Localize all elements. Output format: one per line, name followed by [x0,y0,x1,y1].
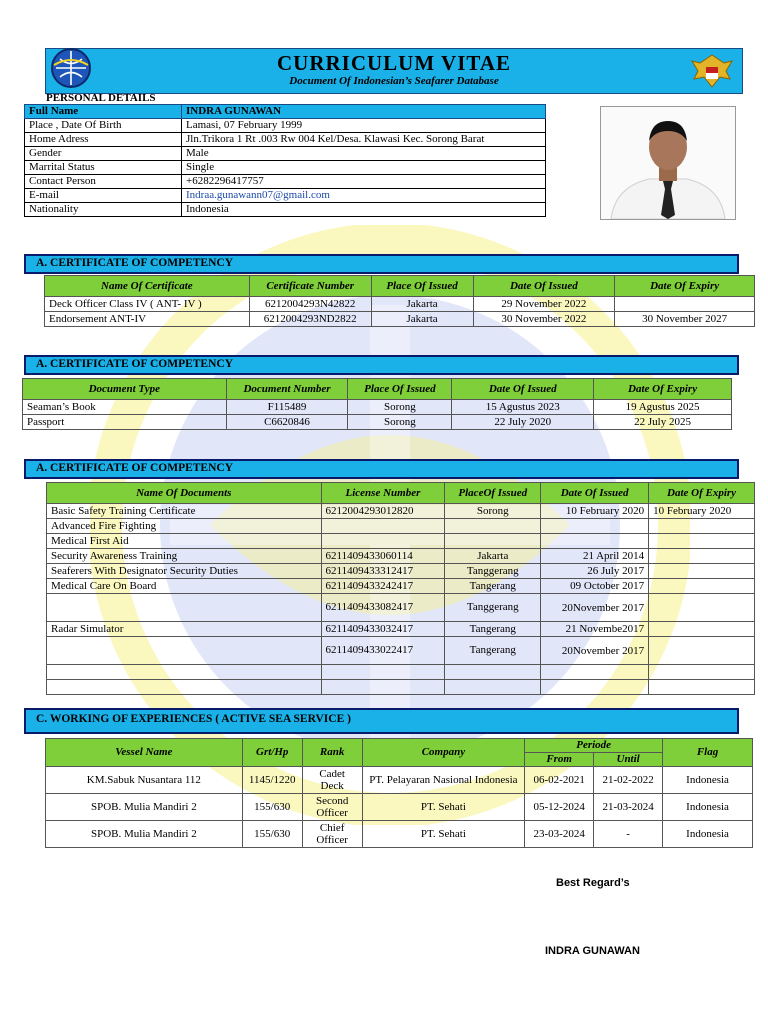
table-cell [649,637,755,665]
table-cell: Medical Care On Board [47,579,322,594]
table-row [47,680,755,695]
exp-header-until: Until [594,753,663,767]
table-cell: 09 October 2017 [541,579,649,594]
personal-value: Lamasi, 07 February 1999 [182,119,546,133]
personal-details-heading: PERSONAL DETAILS [46,92,156,104]
table-cell [321,534,445,549]
table-row [47,665,755,680]
experience-cell: PT. Pelayaran Nasional Indonesia [362,767,525,794]
exp-header-vessel: Vessel Name [46,739,243,767]
table-cell: 20November 2017 [541,594,649,622]
table-cell [649,665,755,680]
table-cell [445,519,541,534]
experience-row [46,794,753,821]
table-cell [649,549,755,564]
personal-label: Nationality [25,203,182,217]
experience-cell: 05-12-2024 [525,794,594,821]
experience-cell: 06-02-2021 [525,767,594,794]
table-cell [649,519,755,534]
column-header: Date Of Issued [541,483,649,504]
table-cell [445,534,541,549]
experience-cell: 155/630 [242,794,302,821]
table-row [47,622,755,637]
personal-row [25,189,546,203]
column-header: Date Of Expiry [594,379,732,400]
experience-cell: 21-03-2024 [594,794,663,821]
table-row [47,504,755,519]
table-cell: 10 February 2020 [541,504,649,519]
table-cell: 6211409433060114 [321,549,445,564]
table-cell: 10 February 2020 [649,504,755,519]
table-row [23,415,732,430]
table-cell: Sorong [348,400,452,415]
experience-cell: Cadet Deck [302,767,362,794]
column-header: PlaceOf Issued [445,483,541,504]
personal-row [25,133,546,147]
table-cell: Jakarta [371,312,473,327]
table-cell: Sorong [445,504,541,519]
documents-section-title: A. CERTIFICATE OF COMPETENCY [24,355,739,375]
table-cell: Deck Officer Class IV ( ANT- IV ) [45,297,250,312]
column-header: Date Of Expiry [615,276,755,297]
training-section-title: A. CERTIFICATE OF COMPETENCY [24,459,739,479]
table-row [45,312,755,327]
personal-value: +6282296417757 [182,175,546,189]
table-cell: Seaman’s Book [23,400,227,415]
personal-label: Place , Date Of Birth [25,119,182,133]
training-table [46,482,755,695]
table-cell: 6211409433032417 [321,622,445,637]
table-row [23,400,732,415]
table-cell: F115489 [226,400,348,415]
experience-cell: PT. Sehati [362,794,525,821]
table-row [47,534,755,549]
table-cell [649,680,755,695]
table-cell: Tanggerang [445,594,541,622]
table-cell: Medical First Aid [47,534,322,549]
exp-header-grt: Grt/Hp [242,739,302,767]
experience-cell: Second Officer [302,794,362,821]
exp-header-company: Company [362,739,525,767]
profile-photo [600,106,736,220]
experience-cell: PT. Sehati [362,821,525,848]
column-header: Date Of Expiry [649,483,755,504]
table-row [47,519,755,534]
experience-cell: SPOB. Mulia Mandiri 2 [46,794,243,821]
table-cell [321,519,445,534]
exp-header-periode: Periode [525,739,663,753]
table-cell: 22 July 2020 [452,415,594,430]
table-cell: 21 Novembe2017 [541,622,649,637]
table-cell [445,665,541,680]
table-cell: Seaferers With Designator Security Duties [47,564,322,579]
personal-row [25,105,546,119]
column-header: Place Of Issued [348,379,452,400]
table-row [47,579,755,594]
table-cell: 6212004293N42822 [249,297,371,312]
coc-table [44,275,755,327]
table-header-row [47,483,755,504]
table-cell: 26 July 2017 [541,564,649,579]
experience-cell: 23-03-2024 [525,821,594,848]
personal-row [25,147,546,161]
table-cell: 19 Agustus 2025 [594,400,732,415]
table-cell: 21 April 2014 [541,549,649,564]
table-cell [47,594,322,622]
experience-cell: Chief Officer [302,821,362,848]
table-row [47,564,755,579]
closing-regards: Best Regard’s [556,877,630,889]
table-cell: 15 Agustus 2023 [452,400,594,415]
personal-row [25,119,546,133]
cv-subtitle: Document Of Indonesian’s Seafarer Database [289,75,499,87]
table-cell: Basic Safety Training Certificate [47,504,322,519]
table-row [45,297,755,312]
table-cell: 6212004293012820 [321,504,445,519]
personal-label: Home Adress [25,133,182,147]
exp-header-rank: Rank [302,739,362,767]
table-cell: Tangerang [445,579,541,594]
signature-name: INDRA GUNAWAN [545,945,640,957]
table-row [47,549,755,564]
table-cell [47,680,322,695]
garuda-emblem-icon [690,51,734,91]
experience-section-title: C. WORKING OF EXPERIENCES ( ACTIVE SEA SERVICE ) [24,708,739,734]
table-cell: Advanced Fire Fighting [47,519,322,534]
table-header-row [45,276,755,297]
personal-details-table [24,104,546,217]
table-cell [649,622,755,637]
table-cell: Radar Simulator [47,622,322,637]
experience-row [46,821,753,848]
table-cell [649,534,755,549]
table-cell: 30 November 2027 [615,312,755,327]
column-header: Document Type [23,379,227,400]
table-cell: 22 July 2025 [594,415,732,430]
table-cell: 30 November 2022 [473,312,615,327]
table-cell: 20November 2017 [541,637,649,665]
experience-cell: KM.Sabuk Nusantara 112 [46,767,243,794]
table-row [47,594,755,622]
table-cell: C6620846 [226,415,348,430]
column-header: Certificate Number [249,276,371,297]
table-cell [321,665,445,680]
table-row [47,637,755,665]
table-cell [541,665,649,680]
table-cell: Security Awareness Training [47,549,322,564]
cv-header [45,48,743,94]
experience-table [45,738,753,848]
personal-value: Male [182,147,546,161]
personal-row [25,203,546,217]
table-cell: 29 November 2022 [473,297,615,312]
personal-label: Gender [25,147,182,161]
table-cell [541,534,649,549]
column-header: License Number [321,483,445,504]
column-header: Place Of Issued [371,276,473,297]
column-header: Name Of Documents [47,483,322,504]
personal-label: Marrital Status [25,161,182,175]
table-cell: Jakarta [371,297,473,312]
experience-cell: SPOB. Mulia Mandiri 2 [46,821,243,848]
experience-cell: Indonesia [663,767,753,794]
personal-value: INDRA GUNAWAN [182,105,546,119]
column-header: Document Number [226,379,348,400]
table-cell [649,594,755,622]
personal-row [25,161,546,175]
personal-label: E-mail [25,189,182,203]
table-cell: Sorong [348,415,452,430]
experience-cell: 1145/1220 [242,767,302,794]
table-cell: Tanggerang [445,564,541,579]
experience-cell: 21-02-2022 [594,767,663,794]
table-cell: 6211409433312417 [321,564,445,579]
personal-value: Jln.Trikora 1 Rt .003 Rw 004 Kel/Desa. Klawasi Kec. Sorong Barat [182,133,546,147]
personal-label: Contact Person [25,175,182,189]
experience-cell: 155/630 [242,821,302,848]
cv-title: CURRICULUM VITAE [277,51,511,75]
table-cell: 6211409433082417 [321,594,445,622]
experience-cell: - [594,821,663,848]
table-cell [649,579,755,594]
table-cell [47,665,322,680]
table-cell: Endorsement ANT-IV [45,312,250,327]
column-header: Date Of Issued [473,276,615,297]
table-cell [541,519,649,534]
exp-header-from: From [525,753,594,767]
table-cell: Passport [23,415,227,430]
table-cell: Tangerang [445,637,541,665]
experience-cell: Indonesia [663,821,753,848]
experience-cell: Indonesia [663,794,753,821]
table-cell [321,680,445,695]
personal-value: Indonesia [182,203,546,217]
table-cell: Tangerang [445,622,541,637]
documents-table [22,378,732,430]
column-header: Date Of Issued [452,379,594,400]
coc-section-title: A. CERTIFICATE OF COMPETENCY [24,254,739,274]
table-cell [615,297,755,312]
table-cell [445,680,541,695]
experience-row [46,767,753,794]
email-link[interactable]: Indraa.gunawann07@gmail.com [182,189,546,203]
personal-label: Full Name [25,105,182,119]
table-cell: Jakarta [445,549,541,564]
personal-value: Single [182,161,546,175]
table-cell: 6212004293ND2822 [249,312,371,327]
exp-header-flag: Flag [663,739,753,767]
table-header-row [23,379,732,400]
personal-row [25,175,546,189]
table-cell [47,637,322,665]
table-cell: 6211409433022417 [321,637,445,665]
column-header: Name Of Certificate [45,276,250,297]
table-cell [541,680,649,695]
table-cell: 6211409433242417 [321,579,445,594]
table-cell [649,564,755,579]
